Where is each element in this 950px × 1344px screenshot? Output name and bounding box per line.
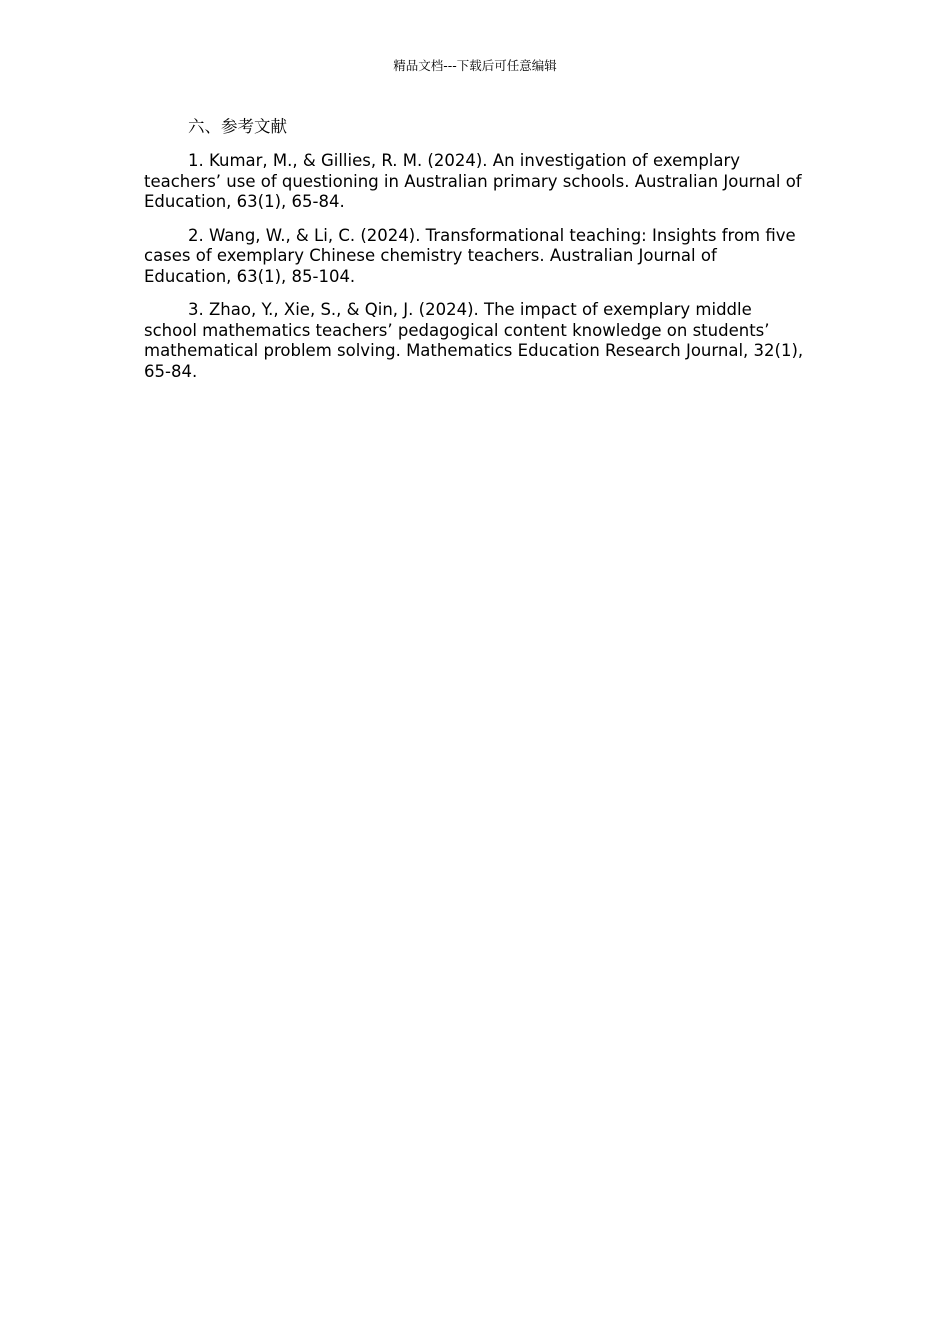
reference-item-1: 1. Kumar, M., & Gillies, R. M. (2024). An investigation of exemplary teachers’ use of questioning in Australian primary schools. Australian Journal of Education, 63(1), 65-84. (144, 151, 802, 211)
document-body (144, 116, 809, 382)
reference-item-2: 2. Wang, W., & Li, C. (2024). Transformational teaching: Insights from five cases of exemplary Chinese chemistry teachers. Australian Journal of Education, 63(1), 85-104. (144, 225, 796, 286)
section-title: 六、参考文献 (188, 117, 287, 136)
page-header: 精品文档---下载后可任意编辑 (393, 58, 557, 73)
reference-item-3: 3. Zhao, Y., Xie, S., & Qin, J. (2024). The impact of exemplary middle school mathematics teachers’ pedagogical content knowledge on students’ mathematical problem solving. Mathematics Education Research Journal, 32(1), 65-84. (144, 300, 804, 381)
